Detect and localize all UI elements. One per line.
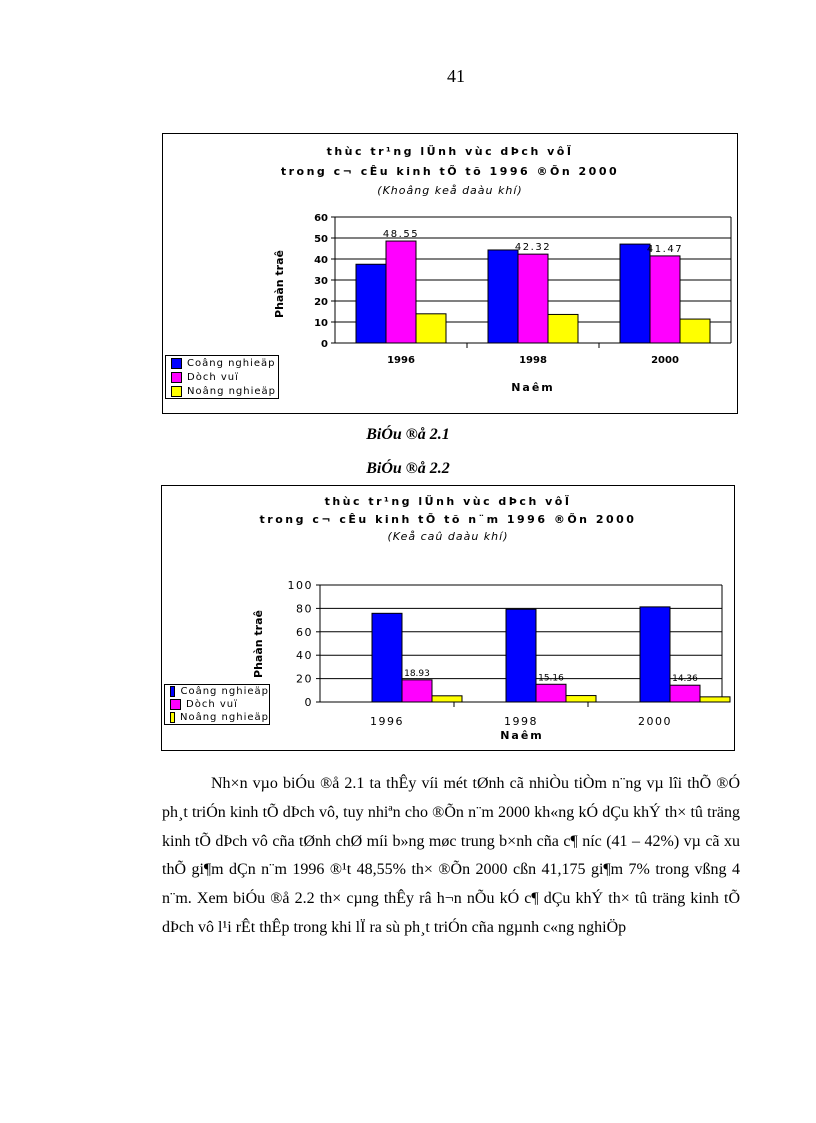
y-tick-label: 10 [314, 318, 328, 329]
legend-item-services [165, 698, 269, 711]
data-label: 14.36 [672, 674, 698, 685]
legend-label: Dòch vuï [186, 699, 238, 710]
data-label: 41.47 [646, 243, 684, 255]
bar-industry [356, 264, 386, 343]
bar-services [536, 684, 566, 702]
data-label: 48.55 [382, 229, 420, 241]
y-axis-title: Phaàn traê [273, 250, 286, 318]
x-tick-label: 1998 [504, 715, 538, 728]
chart-legend [165, 355, 279, 399]
y-tick-label: 30 [314, 276, 328, 287]
chart-title-line1: thùc tr¹ng lÜnh vùc dÞch vôÏ [324, 495, 572, 508]
chart-title-line1: thùc tr¹ng lÜnh vùc dÞch vôÏ [326, 145, 574, 158]
bar-services [386, 241, 416, 343]
data-label: 18.93 [404, 668, 430, 679]
y-tick-label: 60 [296, 625, 313, 639]
legend-item-agriculture [166, 384, 278, 398]
chart-2-1 [162, 133, 738, 414]
y-tick-label: 80 [296, 602, 313, 616]
y-tick-label: 50 [314, 234, 328, 245]
legend-label: Noâng nghieäp [187, 385, 277, 397]
y-tick-label: 100 [287, 579, 313, 592]
bar-industry [488, 250, 518, 343]
chart-subtitle: (Khoâng keå daàu khí) [377, 184, 523, 197]
page-number: 41 [447, 66, 465, 86]
bar-services [650, 256, 680, 343]
legend-item-services [166, 370, 278, 384]
bar-agriculture [700, 697, 730, 702]
y-axis-title: Phaàn traê [252, 610, 265, 678]
chart-2-2 [161, 485, 735, 751]
bar-services [670, 685, 700, 702]
y-tick-label: 0 [321, 339, 328, 350]
figure-caption-2-2: BiÓu ®å 2.2 [366, 460, 450, 477]
x-tick-label: 2000 [638, 715, 672, 728]
legend-item-industry [165, 685, 269, 698]
y-tick-label: 20 [296, 672, 313, 686]
bar-industry [506, 609, 536, 702]
y-tick-label: 60 [314, 213, 328, 224]
bar-industry [372, 613, 402, 702]
bar-agriculture [548, 314, 578, 343]
y-tick-label: 40 [296, 649, 313, 663]
data-label: 42.32 [514, 242, 552, 254]
chart-title-line2: trong c¬ cÊu kinh tÕ tõ 1996 ®Õn 2000 [280, 165, 620, 178]
legend-swatch-industry [170, 686, 175, 697]
y-tick-label: 40 [314, 255, 328, 266]
bar-services [402, 680, 432, 702]
legend-label: Coâng nghieäp [187, 357, 276, 369]
x-tick-label: 1996 [370, 715, 404, 728]
legend-item-agriculture [165, 711, 269, 724]
bar-agriculture [566, 696, 596, 702]
bar-industry [620, 244, 650, 343]
bar-agriculture [680, 319, 710, 343]
bar-industry [640, 607, 670, 702]
legend-item-industry [166, 356, 278, 370]
bar-agriculture [432, 696, 462, 702]
figure-caption-2-1: BiÓu ®å 2.1 [366, 426, 450, 443]
body-paragraph: Nh×n vµo biÓu ®å 2.1 ta thÊy víi mét tØnh cã nhiÒu tiÒm n¨ng vµ lîi thÕ ®Ó ph¸t triÓn kinh tÕ dÞch vô, tuy nhiªn cho ®Õn n¨m 2000 kh«ng kÓ dÇu khÝ th× tû träng kinh tÕ dÞch vô cña tØnh chØ míi b»ng møc trung b×nh cña c¶ níc (41 – 42%) vµ cã xu thÕ gi¶m dÇn n¨m 1996 ®¹t 48,55% th× ®Õn 2000 cßn 41,175 gi¶m 7% trong vßng 4 n¨m. Xem biÓu ®å 2.2 th× cµng thÊy râ h¬n nÕu kÓ c¶ dÇu khÝ th× tû träng kinh tÕ dÞch vô l¹i rÊt thÊp trong khi lÏ ra sù ph¸t triÓn cña ngµnh c«ng nghiÖp [162, 775, 740, 936]
data-label: 15.16 [538, 673, 564, 684]
x-axis-title: Naêm [511, 381, 555, 394]
x-tick-label: 2000 [651, 355, 679, 366]
y-tick-label: 20 [314, 297, 328, 308]
x-tick-label: 1998 [519, 355, 547, 366]
chart-title-line2: trong c¬ cÊu kinh tÕ tõ n¨m 1996 ®Õn 2000 [259, 513, 637, 526]
legend-swatch-industry [171, 358, 182, 369]
legend-label: Noâng nghieäp [179, 712, 269, 723]
legend-swatch-agriculture [171, 386, 182, 397]
chart-legend [164, 684, 270, 725]
bar-services [518, 254, 548, 343]
legend-swatch-agriculture [170, 712, 175, 723]
y-tick-label: 0 [304, 696, 313, 709]
x-tick-label: 1996 [387, 355, 415, 366]
legend-swatch-services [171, 372, 182, 383]
legend-label: Coâng nghieäp [180, 686, 269, 697]
legend-swatch-services [170, 699, 181, 710]
chart-subtitle: (Keå caû daàu khí) [387, 530, 509, 543]
legend-label: Dòch vuï [187, 371, 239, 383]
bar-agriculture [416, 314, 446, 343]
x-axis-title: Naêm [500, 729, 544, 742]
